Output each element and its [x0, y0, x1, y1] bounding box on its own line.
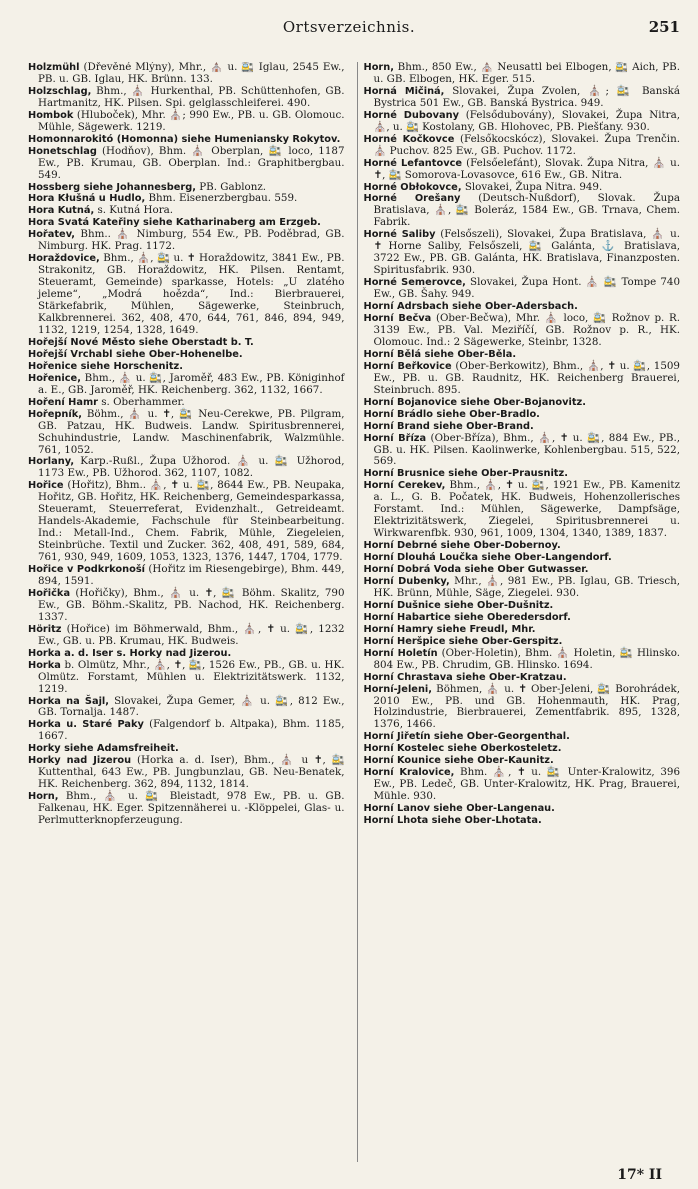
entry-description: (Ober-Bečwa), Mhr. ⛪ loco, 🚉 Rožnov p. R. 3139 Ew., PB. Val. Meziříčí, GB. Rožnov p. R., HK. Olomouc. Ind.: 2 Sägewerke, Steinbr, 1328.: [373, 312, 680, 348]
entry-description: Bhm. ⛪, ✝ u. 🚉 Unter-Kralowitz, 396 Ew., PB. Ledeč, GB. Unter-Kralowitz, HK. Prag, Brauerei, Mühle. 930.: [373, 766, 680, 803]
entry-place-name: Horní Dušnice siehe Ober-Dušnitz.: [363, 599, 554, 611]
entry-place-name: Hoření Hamr: [28, 396, 98, 408]
entry-description: s. Oberhammer.: [98, 395, 185, 408]
page-header: [0, 14, 698, 38]
entry-place-name: Hora Kutná,: [28, 205, 95, 217]
entry-place-name: Horky siehe Adamsfreiheit.: [28, 743, 179, 755]
directory-entry: [364, 433, 681, 469]
directory-entry: [364, 313, 681, 349]
entry-place-name: Horní Dlouhá Loučka siehe Ober-Langendorf.: [363, 552, 612, 564]
entry-description: Karp.-Rußl., Župa Užhorod. ⛪ u. 🚉 Užhorod, 1173 Ew., PB. Užhorod. 362, 1107, 1082.: [38, 455, 345, 480]
entry-place-name: Horné Lefantovce: [363, 157, 463, 169]
entry-description: (Horka a. d. Iser), Bhm., ⛪ u ✝, 🚉 Kuttenthal, 643 Ew., PB. Jungbunzlau, GB. Neu-Benatek, HK. Reichenberg. 362, 894, 1132, 1814.: [38, 754, 345, 791]
directory-entry: [364, 576, 681, 600]
directory-entry: [28, 373, 345, 397]
directory-entry: [28, 62, 345, 86]
entry-place-name: Horn,: [363, 62, 394, 73]
directory-entry: [28, 253, 345, 337]
entry-place-name: Horní Dobrá Voda siehe Ober Gutwasser.: [363, 564, 589, 576]
entry-place-name: Horné Dubovany: [363, 109, 460, 121]
entry-place-name: Hořepník,: [28, 408, 82, 420]
entry-description: Slovakei, Župa Zvolen, ⛪; 🚉 Banská Bystrica 501 Ew., GB. Banská Bystrica. 949.: [373, 84, 680, 109]
entry-place-name: Hora Kłušná u Hudlo,: [28, 193, 146, 205]
entry-description: Bhm., ⛪ u. 🚉 Bleistadt, 978 Ew., PB. u. GB. Falkenau, HK. Eger. Spitzennäherei u. -Klöppelei, Glas- u. Perlmutterknopferzeugung.: [38, 790, 345, 827]
entry-place-name: Horné Semerovce,: [363, 277, 466, 289]
entry-place-name: Horaždovice,: [28, 253, 100, 265]
directory-entry: [28, 193, 345, 205]
entry-description: Bhm., 850 Ew., ⛪ Neusattl bei Elbogen, 🚉 Aich, PB. u. GB. Elbogen, HK. Eger. 515.: [373, 62, 680, 85]
entry-place-name: Horní Brusnice siehe Ober-Prausnitz.: [363, 468, 568, 480]
entry-place-name: Horky nad Jizerou: [28, 755, 132, 767]
text-columns: [28, 62, 680, 1162]
entry-description: s. Kutná Hora.: [94, 204, 174, 217]
entry-place-name: Horka na Šajl,: [28, 695, 110, 707]
directory-entry: [28, 588, 345, 624]
entry-place-name: Horní Bojanovice siehe Ober-Bojanovitz.: [363, 396, 586, 408]
entry-place-name: Hořenice,: [28, 372, 81, 384]
directory-entry: [364, 600, 681, 612]
entry-place-name: Höritz: [28, 623, 62, 635]
entry-place-name: Horka: [28, 659, 61, 671]
entry-description: Bhm.. ⛪ Nimburg, 554 Ew., PB. Poděbrad, GB. Nimburg. HK. Prag. 1172.: [38, 228, 345, 253]
entry-place-name: Horní Brand siehe Ober-Brand.: [363, 420, 534, 432]
directory-entry: [364, 624, 681, 636]
entry-place-name: Hossberg siehe Johannesberg,: [28, 181, 196, 193]
directory-entry: [28, 480, 345, 564]
entry-description: (Hořitz im Riesengebirge), Bhm. 449, 894, 1591.: [38, 563, 345, 587]
directory-entry: [364, 193, 681, 229]
entry-place-name: Honetschlag: [28, 145, 97, 157]
entry-place-name: Hořatev,: [28, 229, 76, 241]
entry-place-name: Hořice v Podkrkonoší: [28, 564, 146, 576]
entry-place-name: Homonnarokitó (Homonna) siehe Humeniansky Rokytov.: [28, 133, 341, 145]
directory-entry: [364, 277, 681, 301]
directory-entry: [28, 696, 345, 720]
directory-entry: [28, 110, 345, 134]
entry-description: Bhm. Eisenerzbergbau. 559.: [145, 192, 298, 205]
entry-description: (Felsőkocskócz), Slovakei. Župa Trenčin. ⛪ Puchov. 825 Ew., GB. Puchov. 1172.: [373, 132, 680, 157]
entry-description: (Hluboček), Mhr. ⛪; 990 Ew., PB. u. GB. Olomouc. Mühle, Sägewerk. 1219.: [38, 108, 345, 133]
page-title: Ortsverzeichnis.: [282, 18, 416, 36]
entry-description: (Hořitz), Bhm.. ⛪, ✝ u. 🚉, 8644 Ew., PB. Neupaka, Hořitz, GB. Hořitz, HK. Reichenberg, Gemeindesparkassa, Steueramt, Steuerreferat, Evidenzhalt., Getreideamt. Handels-Akademie, Fachschule für Steinbearbeitung. Ind.: Metall-Ind., Chem. Fabrik, Mühle, Ziegeleien, Steinbrüche. Textil und Zucker. 362, 408, 491, 589, 684, 761, 930, 949, 1609, 1053, 1323, 1376, 1447, 1704, 1779.: [38, 479, 345, 564]
entry-description: (Hořice) im Böhmerwald, Bhm., ⛪, ✝ u. 🚉, 1232 Ew., GB. u. PB. Krumau, HK. Budweis.: [38, 622, 345, 647]
entry-place-name: Horní Heršpice siehe Ober-Gerspitz.: [363, 635, 563, 647]
right-column: [357, 62, 681, 1162]
entry-place-name: Horka a. d. Iser s. Horky nad Jizerou.: [28, 647, 232, 659]
directory-entry: [364, 743, 681, 755]
directory-entry: [364, 110, 681, 134]
entry-place-name: Horní Lhota siehe Ober-Lhotata.: [363, 815, 542, 827]
entry-place-name: Hombok: [28, 109, 74, 121]
directory-entry: [28, 337, 345, 349]
entry-place-name: Horní Cerekev,: [363, 480, 446, 492]
entry-place-name: Horní Dubenky,: [363, 575, 450, 587]
directory-entry: [364, 648, 681, 672]
entry-description: (Hořičky), Bhm., ⛪ u. ✝, 🚉 Böhm. Skalitz, 790 Ew., GB. Böhm.-Skalitz, PB. Nachod, HK. Reichenberg. 1337.: [38, 586, 345, 623]
entry-place-name: Horní Kostelec siehe Oberkosteletz.: [363, 743, 562, 755]
entry-place-name: Hora Svatá Kateřiny siehe Katharinaberg am Erzgeb.: [28, 217, 321, 229]
entry-place-name: Horní Holetín: [363, 647, 438, 659]
directory-entry: [364, 552, 681, 564]
directory-entry: [364, 684, 681, 732]
directory-entry: [28, 229, 345, 253]
entry-description: Bhm., ⛪ Hurkenthal, PB. Schüttenhofen, GB. Hartmanitz, HK. Pilsen. Spi. gelglasschleiferei. 490.: [38, 84, 345, 109]
entry-place-name: Horné Saliby: [363, 229, 436, 241]
directory-entry: [364, 134, 681, 158]
entry-place-name: Horné Orešany: [363, 193, 461, 205]
entry-description: b. Olmütz, Mhr., ⛪, ✝, 🚉, 1526 Ew., PB., GB. u. HK. Olmütz. Forstamt, Mühlen u. Elektrizitätswerk. 1132, 1219.: [38, 658, 345, 695]
directory-entry: [364, 361, 681, 397]
directory-entry: [28, 86, 345, 110]
directory-entry: [28, 660, 345, 696]
entry-place-name: Hořejší Vrchabl siehe Ober-Hohenelbe.: [28, 348, 243, 360]
entry-description: (Dřevěné Mlýny), Mhr., ⛪ u. 🚉 Iglau, 2545 Ew., PB. u. GB. Iglau, HK. Brünn. 133.: [38, 62, 345, 85]
entry-place-name: Horní Chrastava siehe Ober-Kratzau.: [363, 671, 567, 683]
entry-place-name: Horní Lanov siehe Ober-Langenau.: [363, 803, 555, 815]
entry-description: PB. Gablonz.: [195, 180, 267, 193]
directory-entry: [364, 803, 681, 815]
directory-entry: [28, 624, 345, 648]
entry-description: (Ober-Berkowitz), Bhm., ⛪, ✝ u. 🚉, 1509 Ew., PB. u. GB. Raudnitz, HK. Reichenberg Brauerei, Steinbruch. 895.: [373, 359, 680, 396]
entry-place-name: Horní Kralovice,: [363, 767, 455, 779]
entry-place-name: Horní-Jeleni,: [363, 683, 433, 695]
entry-place-name: Hořička: [28, 587, 71, 599]
entry-description: Slovakei, Župa Gemer, ⛪ u. 🚉, 812 Ew., GB. Tornalja. 1487.: [38, 694, 345, 719]
directory-entry: [28, 456, 345, 480]
entry-place-name: Horní Bečva: [363, 313, 432, 325]
entry-description: (Falgendorf b. Altpaka), Bhm. 1185, 1667.: [38, 718, 345, 743]
entry-description: Mhr., ⛪, 981 Ew., PB. Iglau, GB. Triesch, HK. Brünn, Mühle, Säge, Ziegelei. 930.: [373, 574, 680, 599]
entry-place-name: Horn,: [28, 791, 59, 803]
directory-entry: [28, 719, 345, 743]
entry-place-name: Horné Kočkovce: [363, 133, 455, 145]
directory-entry: [364, 62, 681, 86]
directory-entry: [28, 205, 345, 217]
directory-entry: [28, 409, 345, 457]
directory-entry: [364, 86, 681, 110]
entry-place-name: Horní Kounice siehe Ober-Kaunitz.: [363, 755, 554, 767]
directory-entry: [364, 815, 681, 827]
directory-entry: [364, 731, 681, 743]
entry-description: Bhm., ⛪ u. 🚉, Jaroměř, 483 Ew., PB. Königinhof a. E., GB. Jaroměř, HK. Reichenberg. 362, 1132, 1667.: [38, 371, 345, 396]
entry-place-name: Horní Beřkovice: [363, 360, 452, 372]
printer-signature: 17* II: [617, 1167, 662, 1183]
entry-place-name: Horní Jiřetín siehe Ober-Georgenthal.: [363, 731, 570, 743]
entry-place-name: Hořenice siehe Horschenitz.: [28, 360, 183, 372]
entry-place-name: Horní Bělá siehe Ober-Běla.: [363, 348, 517, 360]
entry-description: (Ober-Bříza), Bhm., ⛪, ✝ u. 🚉, 884 Ew., PB., GB. u. HK. Pilsen. Kaolinwerke, Kohlenbergbau. 515, 522, 569.: [373, 431, 680, 468]
entry-place-name: Horní Adrsbach siehe Ober-Adersbach.: [363, 301, 578, 313]
directory-entry: [364, 158, 681, 182]
directory-entry: [28, 564, 345, 588]
entry-description: Slovakei, Župa Hont. ⛪ 🚉 Tompe 740 Ew., GB. Šahy. 949.: [373, 276, 680, 301]
left-column: [28, 62, 345, 1162]
entry-description: Bhm., ⛪, 🚉 u. ✝ Horaždowitz, 3841 Ew., PB. Strakonitz, GB. Horaždowitz, HK. Pilsen. Rentamt, Steueramt, Gemeinde) sparkasse, Hotels: „U zlatého jeleme“, „Modrá hoězda“, Ind.: Bierbrauerei, Stärkefabrik, Mühlen, Sägewerke, Steinbruch, Kalkbrennerei. 362, 408, 470, 644, 761, 846, 894, 949, 1132, 1219, 1254, 1328, 1649.: [38, 252, 345, 336]
entry-description: Slovakei, Župa Nitra. 949.: [461, 180, 603, 193]
directory-entry: [364, 397, 681, 409]
entry-description: (Felsőelefánt), Slovak. Župa Nitra, ⛪ u. ✝, 🚉 Somorova-Lovasovce, 616 Ew., GB. Nitra.: [373, 156, 680, 181]
entry-description: (Deutsch-Nußdorf), Slovak. Župa Bratislava, ⛪, 🚉 Boleráz, 1584 Ew., GB. Trnava, Chem. Fabrik.: [373, 192, 680, 229]
entry-place-name: Horka u. Staré Paky: [28, 719, 144, 731]
entry-place-name: Holzschlag,: [28, 85, 92, 97]
directory-entry: [364, 229, 681, 277]
entry-place-name: Horní Bříza: [363, 432, 427, 444]
directory-entry: [364, 767, 681, 803]
entry-place-name: Horná Mičiná,: [363, 85, 445, 97]
directory-entry: [28, 755, 345, 791]
entry-description: (Felsőszeli), Slovakei, Župa Bratislava, ⛪ u. ✝ Horne Saliby, Felsőszeli, 🚉 Galánta, ⚓ Bratislava, 3722 Ew., PB. GB. Galánta, HK. Bratislava, Finanzposten. Spiritusfabrik. 930.: [373, 228, 680, 277]
entry-description: (Felsődubovány), Slovakei, Župa Nitra, ⛪, u. 🚉 Kostolany, GB. Hlohovec, PB. Piešťany. 930.: [373, 108, 680, 133]
directory-entry: [364, 409, 681, 421]
entry-place-name: Horní Hamry siehe Freudl, Mhr.: [363, 623, 536, 635]
entry-description: Böhm., ⛪ u. ✝, 🚉 Neu-Cerekwe, PB. Pilgram, GB. Patzau, HK. Budweis. Landw. Spiritusbrennerei, Schuhindustrie, Landw. Maschinenfabrik, Walzmühle. 761, 1052.: [38, 407, 345, 456]
entry-place-name: Horlany,: [28, 456, 75, 468]
entry-place-name: Horní Habartice siehe Oberedersdorf.: [363, 611, 571, 623]
page-number: 251: [648, 18, 680, 36]
entry-place-name: Horní Brádlo siehe Ober-Bradlo.: [363, 408, 540, 420]
directory-entry: [28, 349, 345, 361]
entry-place-name: Horní Debrné siehe Ober-Dobernoy.: [363, 540, 561, 552]
entry-place-name: Hořice: [28, 480, 64, 492]
entry-description: Bhm., ⛪, ✝ u. 🚉, 1921 Ew., PB. Kamenitz a. L., G. B. Počatek, HK. Budweis, Hohenzollerisches Forstamt. Ind.: Mühlen, Sägewerke, Dampfsäge, Elektrizitätswerk, Ziegelei, Spiritusbrennerei u. Wirkwarenfbk. 930, 961, 1009, 1304, 1340, 1389, 1837.: [373, 479, 680, 540]
entry-description: Böhmen, ⛪ u. ✝ Ober-Jeleni, 🚉 Borohrádek, 2010 Ew., PB. und GB. Hohenmauth, HK. Prag, Holzindustrie, Bierbrauerei, Zementfabrik. 895, 1328, 1376, 1466.: [373, 682, 680, 731]
directory-entry: [28, 146, 345, 182]
directory-entry: [364, 540, 681, 552]
directory-entry: [364, 480, 681, 540]
entry-description: (Ober-Holetin), Bhm. ⛪ Holetin, 🚉 Hlinsko. 804 Ew., PB. Chrudim, GB. Hlinsko. 1694.: [373, 646, 680, 671]
directory-entry: [364, 612, 681, 624]
entry-place-name: Horné Obłokovce,: [363, 181, 462, 193]
entry-place-name: Holzmühl: [28, 62, 80, 73]
directory-entry: [28, 791, 345, 827]
entry-place-name: Hořejší Nové Město siehe Oberstadt b. T.: [28, 336, 254, 348]
entry-description: (Hodňov), Bhm. ⛪ Oberplan, 🚉 loco, 1187 Ew., PB. Krumau, GB. Oberplan. Ind.: Graphitbergbau. 549.: [38, 144, 345, 181]
